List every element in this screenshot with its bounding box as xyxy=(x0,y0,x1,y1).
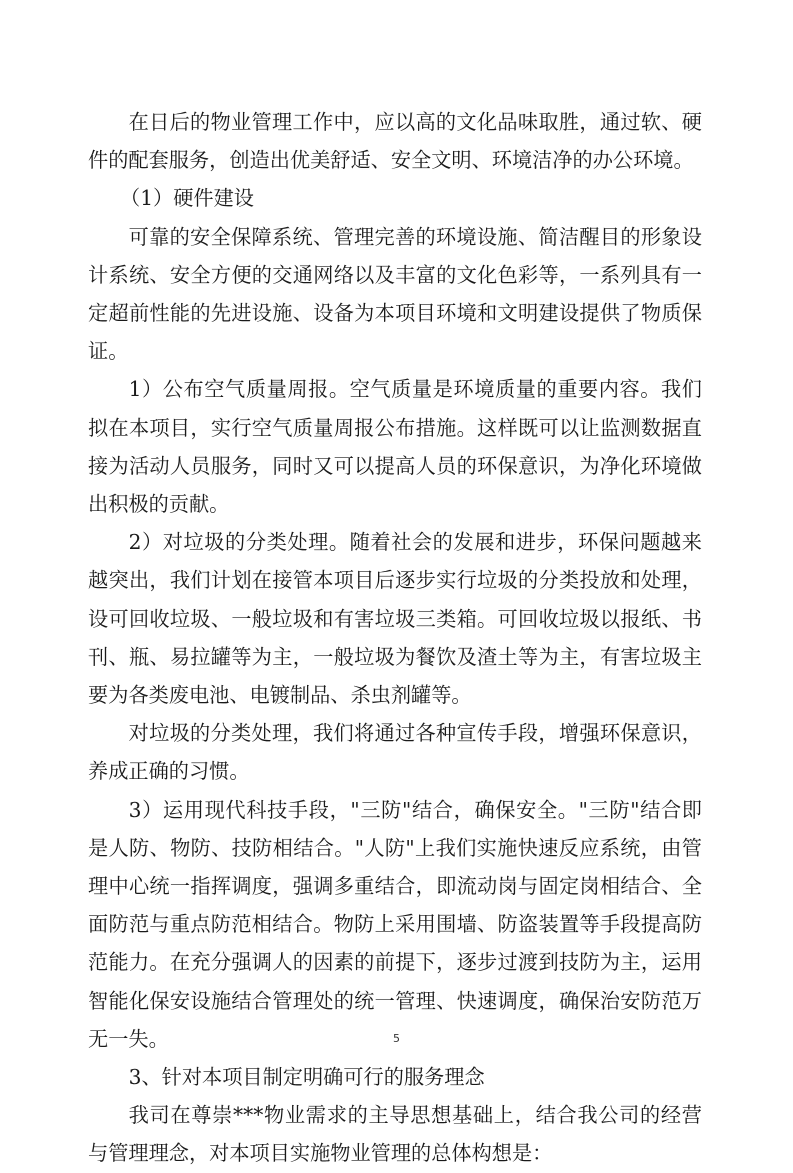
paragraph-intro: 在日后的物业管理工作中，应以高的文化品味取胜，通过软、硬件的配套服务，创造出优美舒适、安全文明、环境洁净的办公环境。 xyxy=(88,110,702,173)
paragraph-overall-concept: 我司在尊崇***物业需求的主导思想基础上，结合我公司的经营与管理理念，对本项目实施物业管理的总体构想是： xyxy=(88,1103,702,1166)
paragraph-garbage-sorting: 2）对垃圾的分类处理。随着社会的发展和进步，环保问题越来越突出，我们计划在接管本项目后逐步实行垃圾的分类投放和处理，设可回收垃圾、一般垃圾和有害垃圾三类箱。可回收垃圾以报纸、书刊、瓶、易拉罐等为主，一般垃圾为餐饮及渣土等为主，有害垃圾主要为各类废电池、电镀制品、杀虫剂罐等。 xyxy=(88,530,702,708)
paragraph-garbage-awareness: 对垃圾的分类处理，我们将通过各种宣传手段，增强环保意识，养成正确的习惯。 xyxy=(88,721,702,784)
paragraph-three-defenses: 3）运用现代科技手段，"三防"结合，确保安全。"三防"结合即是人防、物防、技防相结合。"人防"上我们实施快速反应系统，由管理中心统一指挥调度，强调多重结合，即流动岗与固定岗相结合、全面防范与重点防范相结合。物防上采用围墙、防盗装置等手段提高防范能力。在充分强调人的因素的前提下，逐步过渡到技防为主，运用智能化保安设施结合管理处的统一管理、快速调度，确保治安防范万无一失。 xyxy=(88,797,702,1051)
section-heading-service-concept: 3、针对本项目制定明确可行的服务理念 xyxy=(128,1065,485,1090)
paragraph-hardware: 可靠的安全保障系统、管理完善的环境设施、简洁醒目的形象设计系统、安全方便的交通网络以及丰富的文化色彩等，一系列具有一定超前性能的先进设施、设备为本项目环境和文明建设提供了物质保证。 xyxy=(88,224,702,364)
page-number: 5 xyxy=(393,1032,400,1045)
subheading-hardware: （1）硬件建设 xyxy=(120,186,254,211)
paragraph-air-quality: 1）公布空气质量周报。空气质量是环境质量的重要内容。我们拟在本项目，实行空气质量周报公布措施。这样既可以让监测数据直接为活动人员服务，同时又可以提高人员的环保意识，为净化环境做出积极的贡献。 xyxy=(88,377,702,517)
document-body xyxy=(88,103,702,1173)
